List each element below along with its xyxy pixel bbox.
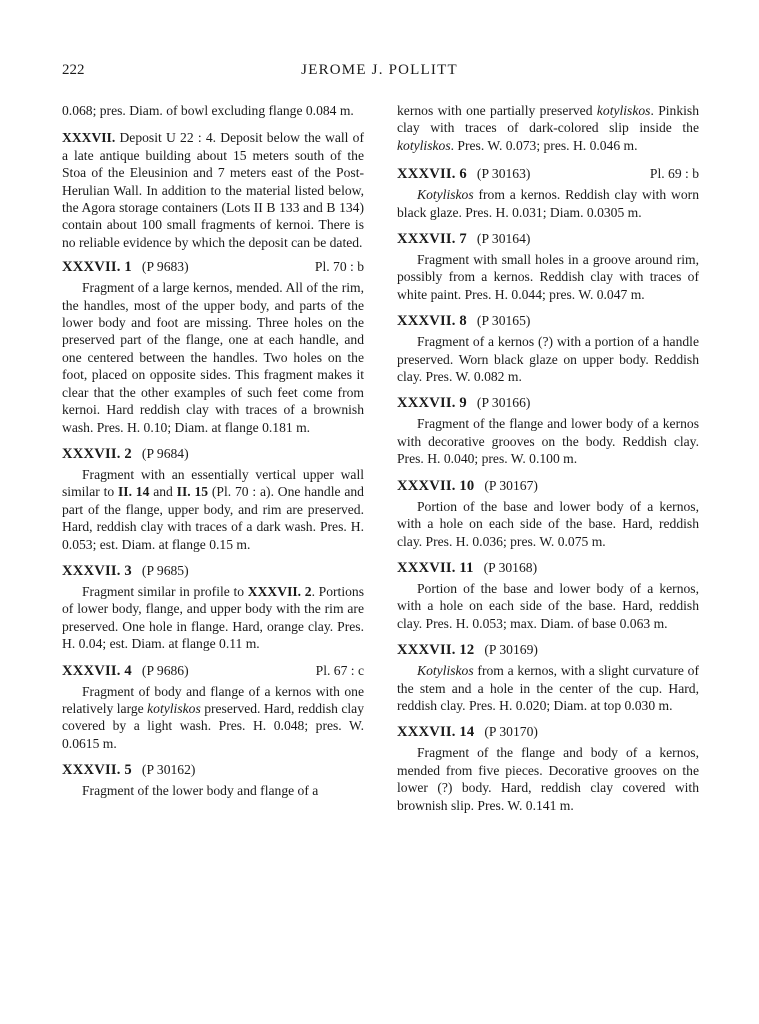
catalog-entry xyxy=(62,661,364,753)
greek-term: Kotyliskos xyxy=(417,187,474,203)
entry-number: XXXVII. 5 xyxy=(62,762,132,779)
greek-term: kotyliskos xyxy=(596,103,651,118)
entry-body xyxy=(397,662,699,714)
entry-text: Fragment with an essentially vertical upper wall similar to xyxy=(62,466,364,500)
catalog-entry xyxy=(397,164,699,221)
running-head: JEROME J. POLLITT xyxy=(301,62,458,78)
entry-body xyxy=(62,583,364,653)
catalog-entry xyxy=(397,229,699,303)
entry-text: preserved. Hard, reddish clay covered by a light wash. Pres. H. 0.048; pres. W. 0.0615 m. xyxy=(62,700,364,751)
entry-body xyxy=(397,186,699,221)
catalog-entry xyxy=(397,558,699,632)
entry-inventory: (P 30163) xyxy=(476,166,531,182)
entry-body: Fragment of the flange and body of a kernos, mended from five pieces. Decorative grooves on the lower (?) body. Hard, reddish clay covered with brownish slip. Pres. W. 0.141 m. xyxy=(397,745,699,813)
entry-inventory: (P 30165) xyxy=(476,313,531,329)
entry-number: XXXVII. 2 xyxy=(62,445,132,462)
entry-inventory: (P 30162) xyxy=(141,762,196,778)
entry-number: XXXVII. 14 xyxy=(397,724,475,741)
right-column xyxy=(397,102,699,822)
entry-text: from a kernos. Reddish clay with worn black glaze. Pres. H. 0.031; Diam. 0.0305 m. xyxy=(397,187,699,220)
entry-heading xyxy=(62,561,364,581)
entry-inventory: (P 30169) xyxy=(484,642,538,658)
cross-reference: II. 15 xyxy=(176,484,209,500)
entry-heading xyxy=(397,640,699,660)
entry-text: . Pinkish clay with traces of dark-colored slip inside the xyxy=(397,103,699,136)
entry-heading xyxy=(397,722,699,742)
entry-plate: Pl. 67 : c xyxy=(315,662,364,678)
entry-text: . Portions of lower body, flange, and upper body with the rim are preserved. One hole in flange. Hard, orange clay. Pres. H. 0.04; est. Diam. at flange 0.11 m. xyxy=(62,583,364,652)
catalog-entry xyxy=(397,311,699,385)
entry-number: XXXVII. 7 xyxy=(397,231,467,248)
greek-term: kotyliskos xyxy=(397,137,451,153)
entry-heading xyxy=(397,558,699,578)
entry-inventory: (P 30168) xyxy=(483,559,538,575)
catalog-entry xyxy=(397,393,699,467)
cross-reference: XXXVII. 2 xyxy=(247,583,312,599)
entry-text: and xyxy=(149,484,177,500)
deposit-number: XXXVII. xyxy=(62,130,116,146)
entry-number: XXXVII. 4 xyxy=(62,662,132,679)
catalog-entry xyxy=(62,760,364,799)
entry-inventory: (P 30164) xyxy=(476,231,531,247)
catalog-entry xyxy=(62,257,364,436)
entry-text: Fragment of body and flange of a kernos with one relatively large xyxy=(62,683,364,716)
continuation-text xyxy=(397,102,699,154)
entry-heading xyxy=(397,476,699,496)
deposit-description xyxy=(62,129,364,251)
page-header xyxy=(62,62,697,84)
entry-plate: Pl. 69 : b xyxy=(649,166,699,182)
entry-body: Fragment of the flange and lower body of a kernos with decorative grooves on the body. Reddish clay. Pres. H. 0.040; pres. W. 0.100 m. xyxy=(397,416,699,467)
deposit-text: Deposit U 22 : 4. Deposit below the wall of a late antique building about 15 meters south of the Stoa of the Eleusinion and 7 meters east of the Post-Herulian Wall. In addition to the material listed below, the Agora storage containers (Lots II B 133 and B 134) contain about 100 small fragments of kernoi. There is no reliable evidence by which the deposit can be dated. xyxy=(62,130,364,250)
catalog-entry xyxy=(397,640,699,714)
catalog-entry xyxy=(62,561,364,653)
entry-body: Portion of the base and lower body of a kernos, with a hole on each side of the base. Hard, reddish clay. Pres. H. 0.036; pres. W. 0.075 m. xyxy=(397,498,699,549)
entry-text: (Pl. 70 : a). One handle and part of the flange, upper body, and rim are preserved. Hard, reddish clay with traces of a dark wash. Pres. H. 0.053; est. Diam. at flange 0.15 m. xyxy=(62,484,364,552)
entry-heading xyxy=(397,229,699,249)
entry-text: kernos with one partially preserved xyxy=(397,103,597,118)
entry-number: XXXVII. 6 xyxy=(397,166,467,183)
greek-term: Kotyliskos xyxy=(417,663,474,679)
entry-number: XXXVII. 10 xyxy=(397,477,475,494)
entry-inventory: (P 9683) xyxy=(141,259,189,275)
continuation-text: 0.068; pres. Diam. of bowl excluding flange 0.084 m. xyxy=(62,103,354,118)
entry-body: Fragment of a kernos (?) with a portion of a handle preserved. Worn black glaze on upper body. Reddish clay. Pres. W. 0.082 m. xyxy=(397,334,699,385)
catalog-entry xyxy=(62,444,364,553)
left-column xyxy=(62,102,364,808)
catalog-entry xyxy=(397,476,699,550)
greek-term: kotyliskos xyxy=(147,700,201,716)
entry-plate: Pl. 70 : b xyxy=(314,259,364,275)
entry-inventory: (P 9684) xyxy=(141,445,189,461)
entry-heading xyxy=(62,257,364,277)
page-number: 222 xyxy=(62,62,85,78)
entry-heading xyxy=(62,444,364,464)
entry-body: Fragment of the lower body and flange of a xyxy=(82,783,319,799)
entry-number: XXXVII. 1 xyxy=(62,259,132,276)
entry-body: Portion of the base and lower body of a kernos, with a hole on each side of the base. Hard, reddish clay. Pres. H. 0.053; max. Diam. of base 0.063 m. xyxy=(397,580,699,631)
entry-body xyxy=(62,466,364,553)
entry-number: XXXVII. 11 xyxy=(397,559,474,576)
entry-inventory: (P 30166) xyxy=(476,395,531,411)
entry-number: XXXVII. 3 xyxy=(62,562,132,579)
entry-text: Fragment similar in profile to xyxy=(82,583,248,599)
entry-inventory: (P 30167) xyxy=(484,477,538,493)
entry-number: XXXVII. 8 xyxy=(397,313,467,330)
entry-heading xyxy=(397,393,699,413)
entry-inventory: (P 30170) xyxy=(484,724,538,740)
cross-reference: II. 14 xyxy=(117,484,150,500)
entry-heading xyxy=(62,760,364,780)
entry-text: . Pres. W. 0.073; pres. H. 0.046 m. xyxy=(450,137,638,153)
entry-heading xyxy=(62,661,364,681)
entry-body: Fragment with small holes in a groove around rim, possibly from a kernos. Reddish clay with traces of white paint. Pres. H. 0.044; pres. W. 0.047 m. xyxy=(397,252,699,302)
entry-inventory: (P 9686) xyxy=(141,662,189,678)
entry-number: XXXVII. 12 xyxy=(397,642,475,659)
entry-text: from a kernos, with a slight curvature of the stem and a hole in the center of the cup. Hard, reddish clay. Pres. H. 0.020; Diam. at top 0.030 m. xyxy=(397,663,699,713)
catalog-entry xyxy=(397,722,699,814)
entry-heading xyxy=(397,164,699,184)
entry-body: Fragment of a large kernos, mended. All of the rim, the handles, most of the upper body, and parts of the lower body and foot are missing. Three holes on the preserved part of the flange, one at each handle, and one centered between the handles. Two holes on the foot, placed on opposite sides. This fragment makes it clear that the other examples of such feet come from kernoi. Hard reddish clay with traces of a brownish wash. Pres. H. 0.10; Diam. at flange 0.181 m. xyxy=(62,280,364,435)
entry-number: XXXVII. 9 xyxy=(397,395,467,412)
entry-heading xyxy=(397,311,699,331)
entry-body xyxy=(62,683,364,753)
entry-inventory: (P 9685) xyxy=(141,562,189,578)
